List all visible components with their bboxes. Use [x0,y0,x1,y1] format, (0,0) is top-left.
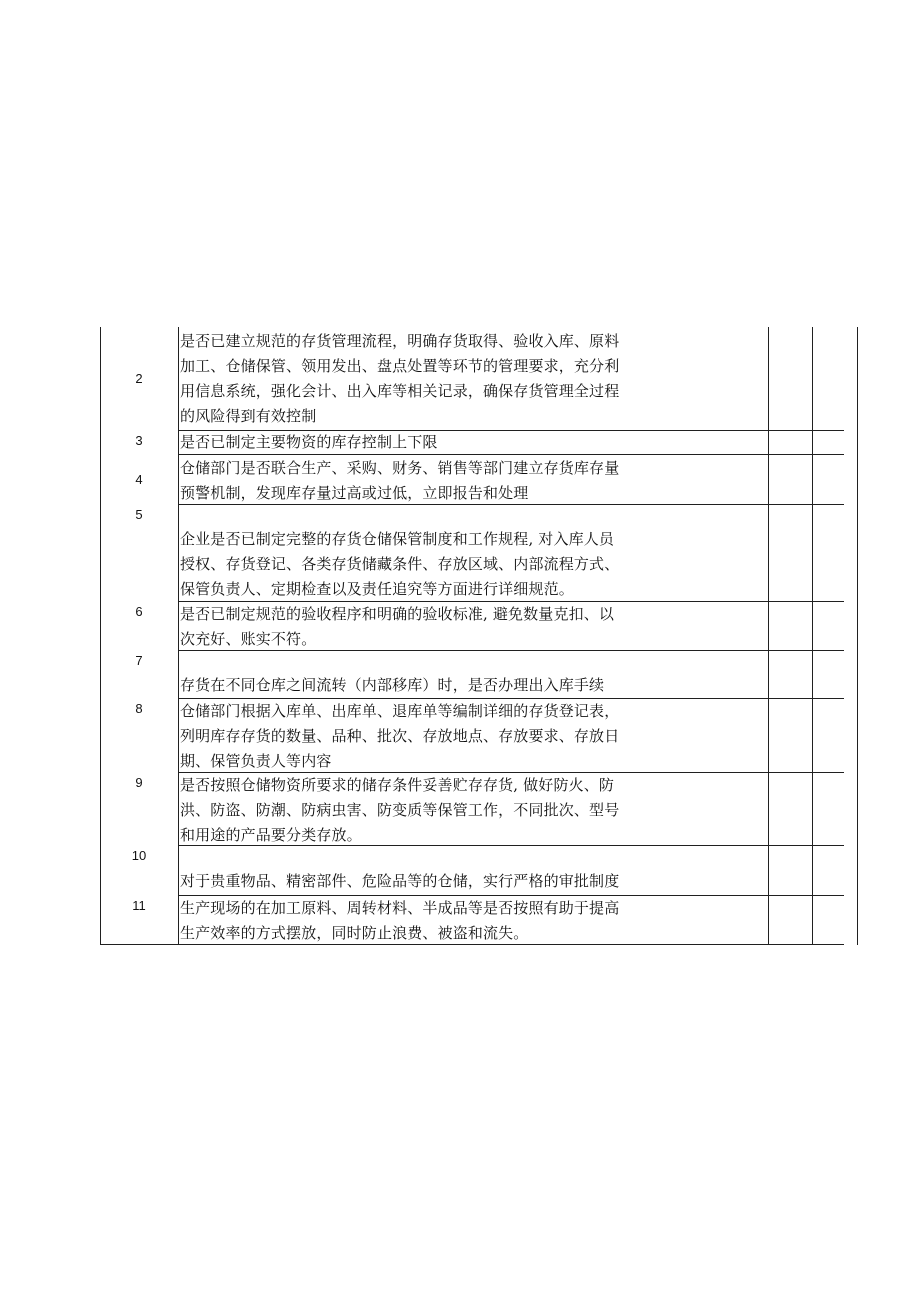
description-line: 存货在不同仓库之间流转（内部移库）时，是否办理出入库手续 [180,676,605,694]
table-row [100,650,844,698]
description-line: 生产现场的在加工原料、周转材料、半成品等是否按照有助于提高 [180,899,620,917]
table-row [100,504,844,601]
row-number: 10 [131,848,147,863]
description-line: 是否已建立规范的存货管理流程，明确存货取得、验收入库、原料 [180,332,620,350]
row-number: 5 [135,507,143,522]
row-description [178,895,768,945]
description-line: 次充好、账实不符。 [180,630,317,648]
description-line: 加工、仓储保管、领用发出、盘点处置等环节的管理要求，充分利 [180,357,620,375]
description-line: 生产效率的方式摆放，同时防止浪费、被盗和流失。 [180,924,529,942]
check-cell[interactable] [768,504,812,601]
row-description [178,454,768,504]
row-number: 7 [135,653,143,668]
table-row [100,327,844,430]
row-number: 9 [135,775,143,790]
check-cell[interactable] [812,601,857,650]
remark-cell[interactable] [857,698,920,772]
check-cell[interactable] [812,698,857,772]
table-row [100,772,844,845]
check-cell[interactable] [768,601,812,650]
remark-cell[interactable] [857,327,920,430]
row-description [178,845,768,895]
description-line: 用信息系统，强化会计、出入库等相关记录，确保存货管理全过程 [180,382,620,400]
remark-cell[interactable] [857,650,920,698]
description-line: 仓储部门根据入库单、出库单、退库单等编制详细的存货登记表， [180,702,620,720]
check-cell[interactable] [768,895,812,945]
check-cell[interactable] [812,327,857,430]
row-description [178,650,768,698]
check-cell[interactable] [768,845,812,895]
description-line: 是否按照仓储物资所要求的储存条件妥善贮存存货, 做好防火、防 [180,776,615,794]
check-cell[interactable] [812,895,857,945]
check-cell[interactable] [768,698,812,772]
check-cell[interactable] [768,650,812,698]
description-line: 是否已制定主要物资的库存控制上下限 [180,433,438,451]
row-number: 4 [135,472,143,487]
remark-cell[interactable] [857,845,920,895]
description-line: 仓储部门是否联合生产、采购、财务、销售等部门建立存货库存量 [180,459,620,477]
description-line: 保管负责人、定期检查以及责任追究等方面进行详细规范。 [180,580,574,598]
description-line: 授权、存货登记、各类存货储藏条件、存放区域、内部流程方式、 [180,555,620,573]
check-cell[interactable] [768,430,812,454]
remark-cell[interactable] [857,772,920,845]
check-cell[interactable] [768,454,812,504]
description-line: 的风险得到有效控制 [180,407,317,425]
row-number: 11 [132,898,146,913]
row-description [178,698,768,772]
check-cell[interactable] [812,454,857,504]
remark-cell[interactable] [857,601,920,650]
row-description [178,430,768,454]
remark-cell[interactable] [857,430,920,454]
check-cell[interactable] [812,650,857,698]
row-number: 2 [135,371,143,386]
checklist-table [100,327,844,945]
check-cell[interactable] [768,772,812,845]
description-line: 对于贵重物品、精密部件、危险品等的仓储，实行严格的审批制度 [180,872,620,890]
description-line: 是否已制定规范的验收程序和明确的验收标准, 避免数量克扣、以 [180,605,615,623]
remark-cell[interactable] [857,454,920,504]
check-cell[interactable] [812,504,857,601]
row-number: 3 [135,433,143,448]
row-description [178,504,768,601]
check-cell[interactable] [812,430,857,454]
remark-cell[interactable] [857,504,920,601]
table-row [100,845,844,895]
description-line: 企业是否已制定完整的存货仓储保管制度和工作规程, 对入库人员 [180,530,615,548]
table-row [100,430,844,454]
description-line: 洪、防盗、防潮、防病虫害、防变质等保管工作，不同批次、型号 [180,801,620,819]
table-row [100,698,844,772]
description-line: 期、保管负责人等内容 [180,752,332,770]
description-line: 和用途的产品要分类存放。 [180,826,362,844]
check-cell[interactable] [768,327,812,430]
table-row [100,454,844,504]
row-description [178,327,768,430]
table-row [100,895,844,945]
remark-cell[interactable] [857,895,920,945]
row-description [178,772,768,845]
check-cell[interactable] [812,845,857,895]
table-row [100,601,844,650]
row-number: 8 [135,701,143,716]
row-number: 6 [135,604,143,619]
description-line: 预警机制，发现库存量过高或过低，立即报告和处理 [180,484,529,502]
row-description [178,601,768,650]
check-cell[interactable] [812,772,857,845]
description-line: 列明库存存货的数量、品种、批次、存放地点、存放要求、存放日 [180,727,620,745]
